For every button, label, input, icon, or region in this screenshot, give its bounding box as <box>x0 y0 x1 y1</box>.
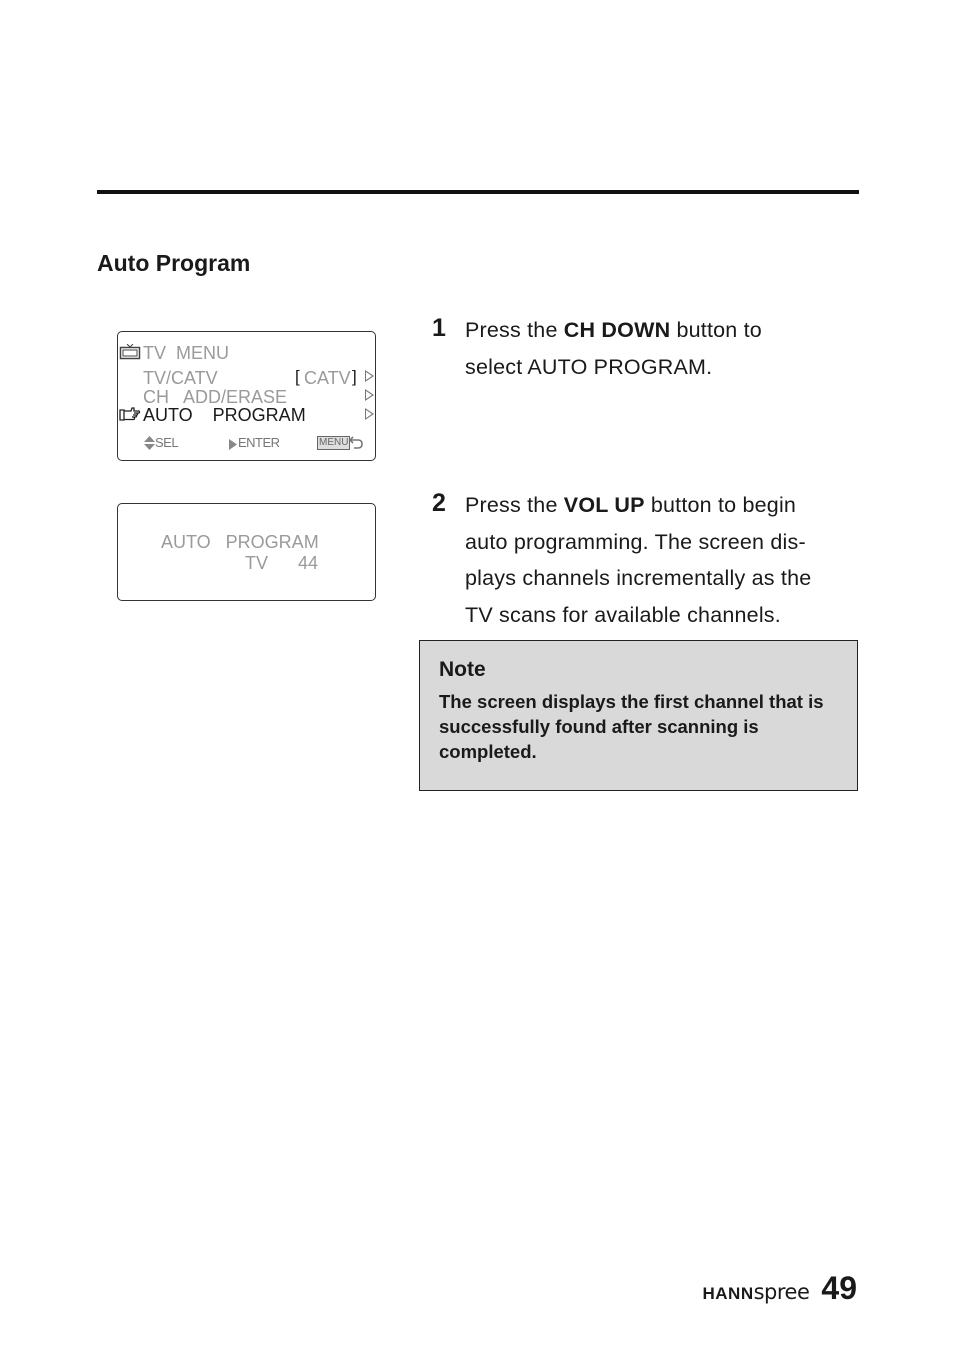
page-number: 49 <box>821 1270 857 1306</box>
osd-tv-menu <box>117 331 376 461</box>
arrow-right-icon <box>365 389 374 401</box>
tv-icon <box>119 344 141 365</box>
step-text-line: select AUTO PROGRAM. <box>465 354 713 379</box>
bracket-right: ] <box>352 367 357 386</box>
brand-logo-bold: HANN <box>702 1284 754 1303</box>
osd-scan-mode: TV <box>245 553 269 573</box>
note-body: The screen displays the first channel that is successfully found after scanning is completed. <box>439 691 824 762</box>
brand-logo-light: spree <box>753 1280 810 1304</box>
arrow-right-icon <box>365 408 374 420</box>
step-text-line: auto programming. The screen dis- <box>465 529 806 554</box>
note-title: Note <box>439 658 486 681</box>
button-name: VOL UP <box>563 493 645 517</box>
step-2-text <box>465 487 811 633</box>
osd-menu-title: TV MENU <box>143 343 230 363</box>
page-footer <box>703 1270 858 1307</box>
osd-row-tvcatv-label: TV/CATV <box>143 368 218 388</box>
step-text-part: button to begin <box>644 493 797 517</box>
step-text-line: TV scans for available channels. <box>465 602 781 627</box>
step-1-text <box>465 312 762 385</box>
step-number: 2 <box>432 489 446 517</box>
step-text-part: Press the <box>465 318 564 342</box>
step-number: 1 <box>432 314 446 342</box>
osd-scan-channel: 44 <box>298 553 319 573</box>
header-rule <box>97 190 859 194</box>
osd-row-auto-program: AUTO PROGRAM <box>143 405 306 425</box>
updown-arrows-icon <box>144 436 155 455</box>
button-name: CH DOWN <box>563 318 671 342</box>
pointing-hand-icon <box>119 405 141 427</box>
hint-sel: SEL <box>155 435 179 450</box>
hint-menu: MENU <box>319 437 349 448</box>
hint-enter: ENTER <box>238 435 280 450</box>
osd-row-ch-add-erase: CH ADD/ERASE <box>143 387 288 407</box>
osd-scan-title: AUTO PROGRAM <box>161 532 319 552</box>
osd-auto-program-scan <box>117 503 376 601</box>
step-text-part: button to <box>670 318 762 342</box>
bracket-left: [ <box>295 367 300 386</box>
section-title: Auto Program <box>97 250 251 276</box>
return-arrow-icon <box>349 435 363 454</box>
arrow-right-icon <box>229 437 237 455</box>
step-text-part: Press the <box>465 493 564 517</box>
arrow-right-icon <box>365 370 374 382</box>
step-text-line: plays channels incrementally as the <box>465 566 812 590</box>
note-box <box>419 640 858 791</box>
osd-row-tvcatv-value: CATV <box>304 368 351 388</box>
